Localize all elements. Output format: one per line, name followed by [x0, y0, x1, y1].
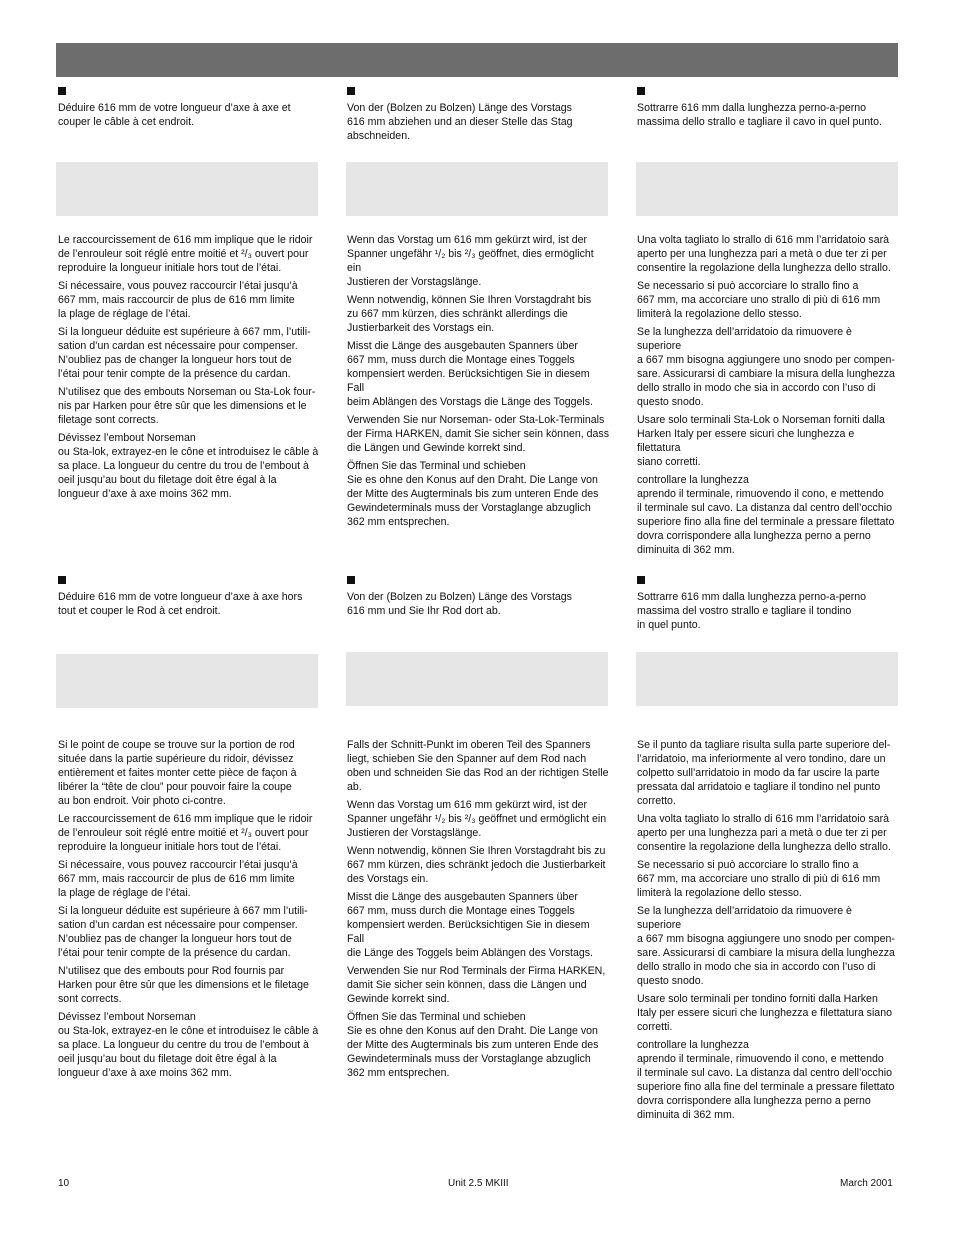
top-fr-body [58, 233, 320, 505]
bottom-it-panel [636, 652, 898, 706]
paragraph: Le raccourcissement de 616 mm implique que le ridoir de l’enrouleur soit réglé entre moitié et ²/₃ ouvert pour reproduire la longueur initiale hors tout de l’étai. [58, 234, 313, 274]
paragraph: Wenn notwendig, können Sie Ihren Vorstagdraht bis zu 667 mm kürzen, dies schränkt jedoch die Justierbarkeit des Vorstags ein. [347, 845, 606, 885]
paragraph: Si nécessaire, vous pouvez raccourcir l’étai jusqu’à 667 mm, mais raccourcir de plus de 616 mm limite la plage de réglage de l’étai. [58, 859, 298, 899]
paragraph: Si la longueur déduite est supérieure à 667 mm, l’utili- sation d’un cardan est nécessaire pour compenser. N’oubliez pas de changer la longueur hors tout de l’étai pour tenir compte de la présence du cardan. [58, 326, 311, 380]
top-fr-intro-block [58, 87, 320, 133]
paragraph: Una volta tagliato lo strallo di 616 mm l’arridatoio sarà aperto per una lunghezza pari a metà o due ter zi per consentire la regolazione della lunghezza dello strallo. [637, 234, 891, 274]
bottom-de-panel [346, 652, 608, 706]
bottom-it-intro: Sottrarre 616 mm dalla lunghezza perno-a-perno massima del vostro strallo e tagliare il tondino in quel punto. [637, 591, 867, 631]
bullet-square-icon [58, 576, 66, 584]
paragraph: Si le point de coupe se trouve sur la portion de rod située dans la partie supérieure du ridoir, dévissez entièrement et faites monter cette pièce de façon à libérer la “tête de clou” pour pouvoir faire la coupe au bon endroit. Voir photo ci-contre. [58, 739, 297, 807]
bullet-square-icon [347, 87, 355, 95]
paragraph: Dévissez l’embout Norseman ou Sta-lok, extrayez-en le cône et introduisez le câble à sa place. La longueur du centre du trou de l’embout à oeil jusqu’au bout du filetage doit être égal à la longueur d’axe à axe moins 362 mm. [58, 432, 319, 500]
paragraph: Si nécessaire, vous pouvez raccourcir l’étai jusqu’à 667 mm, mais raccourcir de plus de 616 mm limite la plage de réglage de l’étai. [58, 280, 298, 320]
paragraph: Verwenden Sie nur Rod Terminals der Firma HARKEN, damit Sie sicher sein können, dass die Längen und Gewinde korrekt sind. [347, 965, 606, 1005]
bullet-square-icon [637, 87, 645, 95]
top-it-panel [636, 162, 898, 216]
bottom-fr-intro-block [58, 576, 320, 622]
paragraph: Wenn notwendig, können Sie Ihren Vorstagdraht bis zu 667 mm kürzen, dies schränkt allerdings die Justierbarkeit des Vorstags ein. [347, 294, 592, 334]
bottom-fr-intro: Déduire 616 mm de votre longueur d’axe à axe hors tout et couper le Rod à cet endroit. [58, 591, 303, 617]
paragraph: Se la lunghezza dell’arridatoio da rimuovere è superiore a 667 mm bisogna aggiungere uno snodo per compen- sare. Assicurarsi di cambiare la misura della lunghezza dello strallo in modo che sia in accordo con l’uso di questo snodo. [637, 905, 895, 987]
bottom-it-intro-block [637, 576, 899, 636]
bottom-de-intro: Von der (Bolzen zu Bolzen) Länge des Vorstags 616 mm und Sie Ihr Rod dort ab. [347, 591, 572, 617]
footer-date: March 2001 [840, 1178, 893, 1189]
paragraph: Se necessario si può accorciare lo strallo fino a 667 mm, ma accorciare uno strallo di più di 616 mm limiterà la regolazione dello stesso. [637, 859, 881, 899]
bottom-it-body [637, 738, 899, 1126]
paragraph: Dévissez l’embout Norseman ou Sta-lok, extrayez-en le cône et introduisez le câble à sa place. La longueur du centre du trou de l’embout à oeil jusqu’au bout du filetage doit être égal à la longueur d’axe à axe moins 362 mm. [58, 1011, 319, 1079]
bottom-de-body [347, 738, 609, 1084]
paragraph: Wenn das Vorstag um 616 mm gekürzt wird, ist der Spanner ungefähr ¹/₂ bis ²/₃ geöffnet, dies ermöglicht ein Justieren der Vorstagslänge. [347, 234, 594, 288]
paragraph: Wenn das Vorstag um 616 mm gekürzt wird, ist der Spanner ungefähr ¹/₂ bis ²/₃ geöffnet und ermöglicht ein Justieren der Vorstagslänge. [347, 799, 607, 839]
paragraph: Si la longueur déduite est supérieure à 667 mm l’utili- sation d’un cardan est nécessaire pour compenser. N’oubliez pas de changer la longueur hors tout de l’étai pour tenir compte de la présence du cardan. [58, 905, 308, 959]
header-bar [56, 43, 898, 77]
paragraph: N’utilisez que des embouts Norseman ou Sta-Lok four- nis par Harken pour être sûr que les dimensions et le filetage sont corrects. [58, 386, 316, 426]
bottom-fr-body [58, 738, 320, 1084]
paragraph: Misst die Länge des ausgebauten Spanners über 667 mm, muss durch die Montage eines Toggels kompensiert werden. Berücksichtigen Sie in diesem Fall die Länge des Toggels beim Ablängen des Vorstags. [347, 891, 593, 959]
paragraph: controllare la lunghezza aprendo il terminale, rimuovendo il cono, e mettendo il terminale sul cavo. La distanza dal centro dell’occhio superiore fino alla fine del terminale a pressare filettato dovra corrispondere alla lunghezza perno a perno diminuita di 362 mm. [637, 474, 895, 556]
paragraph: Öffnen Sie das Terminal und schieben Sie es ohne den Konus auf den Draht. Die Lange von der Mitte des Augterminals bis zum unteren Ende des Gewindeterminals muss der Vorstaglange abzuglich 362 mm entsprechen. [347, 1011, 599, 1079]
paragraph: Se la lunghezza dell’arridatoio da rimuovere è superiore a 667 mm bisogna aggiungere uno snodo per compen- sare. Assicurarsi di cambiare la misura della lunghezza dello strallo in modo che sia in accordo con l’uso di questo snodo. [637, 326, 895, 408]
top-de-panel [346, 162, 608, 216]
bottom-fr-panel [56, 654, 318, 708]
paragraph: Verwenden Sie nur Norseman- oder Sta-Lok-Terminals der Firma HARKEN, damit Sie sicher sein können, dass die Längen und Gewinde korrekt sind. [347, 414, 610, 454]
top-de-intro-block [347, 87, 609, 147]
top-it-body [637, 233, 899, 561]
paragraph: Una volta tagliato lo strallo di 616 mm l’arridatoio sarà aperto per una lunghezza pari a metà o due ter zi per consentire la regolazione della lunghezza dello strallo. [637, 813, 891, 853]
top-it-intro: Sottrarre 616 mm dalla lunghezza perno-a-perno massima dello strallo e tagliare il cavo in quel punto. [637, 102, 882, 128]
paragraph: Öffnen Sie das Terminal und schieben Sie es ohne den Konus auf den Draht. Die Lange von der Mitte des Augterminals bis zum unteren Ende des Gewindeterminals muss der Vorstaglange abzuglich 362 mm entsprechen. [347, 460, 599, 528]
paragraph: Se il punto da tagliare risulta sulla parte superiore del- l’arridatoio, ma inferiormente al vero tondino, dare un colpetto sull’arridatoio in modo da far uscire la parte pressata dal arridatoio e tagliare il tondino nel punto corretto. [637, 739, 891, 807]
top-fr-intro: Déduire 616 mm de votre longueur d’axe à axe et couper le câble à cet endroit. [58, 102, 291, 128]
bullet-square-icon [58, 87, 66, 95]
paragraph: N’utilisez que des embouts pour Rod fournis par Harken pour être sûr que les dimensions et le filetage sont corrects. [58, 965, 309, 1005]
page-number: 10 [58, 1178, 70, 1189]
bottom-de-intro-block [347, 576, 609, 622]
paragraph: Usare solo terminali Sta-Lok o Norseman forniti dalla Harken Italy per essere sicuri che lunghezza e filettatura siano corretti. [637, 414, 885, 468]
paragraph: Falls der Schnitt-Punkt im oberen Teil des Spanners liegt, schieben Sie den Spanner auf dem Rod nach oben und schneiden Sie das Rod an der richtigen Stelle ab. [347, 739, 609, 793]
bullet-square-icon [347, 576, 355, 584]
top-de-body [347, 233, 609, 533]
paragraph: Se necessario si può accorciare lo strallo fino a 667 mm, ma accorciare uno strallo di più di 616 mm limiterà la regolazione dello stesso. [637, 280, 881, 320]
footer-title: Unit 2.5 MKIII [448, 1178, 509, 1189]
top-it-intro-block [637, 87, 899, 133]
bullet-square-icon [637, 576, 645, 584]
paragraph: Le raccourcissement de 616 mm implique que le ridoir de l’enrouleur soit réglé entre moitié et ²/₃ ouvert pour reproduire la longueur initiale hors tout de l’étai. [58, 813, 313, 853]
paragraph: controllare la lunghezza aprendo il terminale, rimuovendo il cono, e mettendo il terminale sul cavo. La distanza dal centro dell’occhio superiore fino alla fine del terminale a pressare filettato dovra corrispondere alla lunghezza perno a perno diminuita di 362 mm. [637, 1039, 895, 1121]
paragraph: Usare solo terminali per tondino forniti dalla Harken Italy per essere sicuri che lunghezza e filettatura siano corretti. [637, 993, 892, 1033]
top-fr-panel [56, 162, 318, 216]
paragraph: Misst die Länge des ausgebauten Spanners über 667 mm, muss durch die Montage eines Toggels kompensiert werden. Berücksichtigen Sie in diesem Fall beim Ablängen des Vorstags die Länge des Toggels. [347, 340, 593, 408]
top-de-intro: Von der (Bolzen zu Bolzen) Länge des Vorstags 616 mm abziehen und an dieser Stelle das Stag abschneiden. [347, 102, 573, 142]
